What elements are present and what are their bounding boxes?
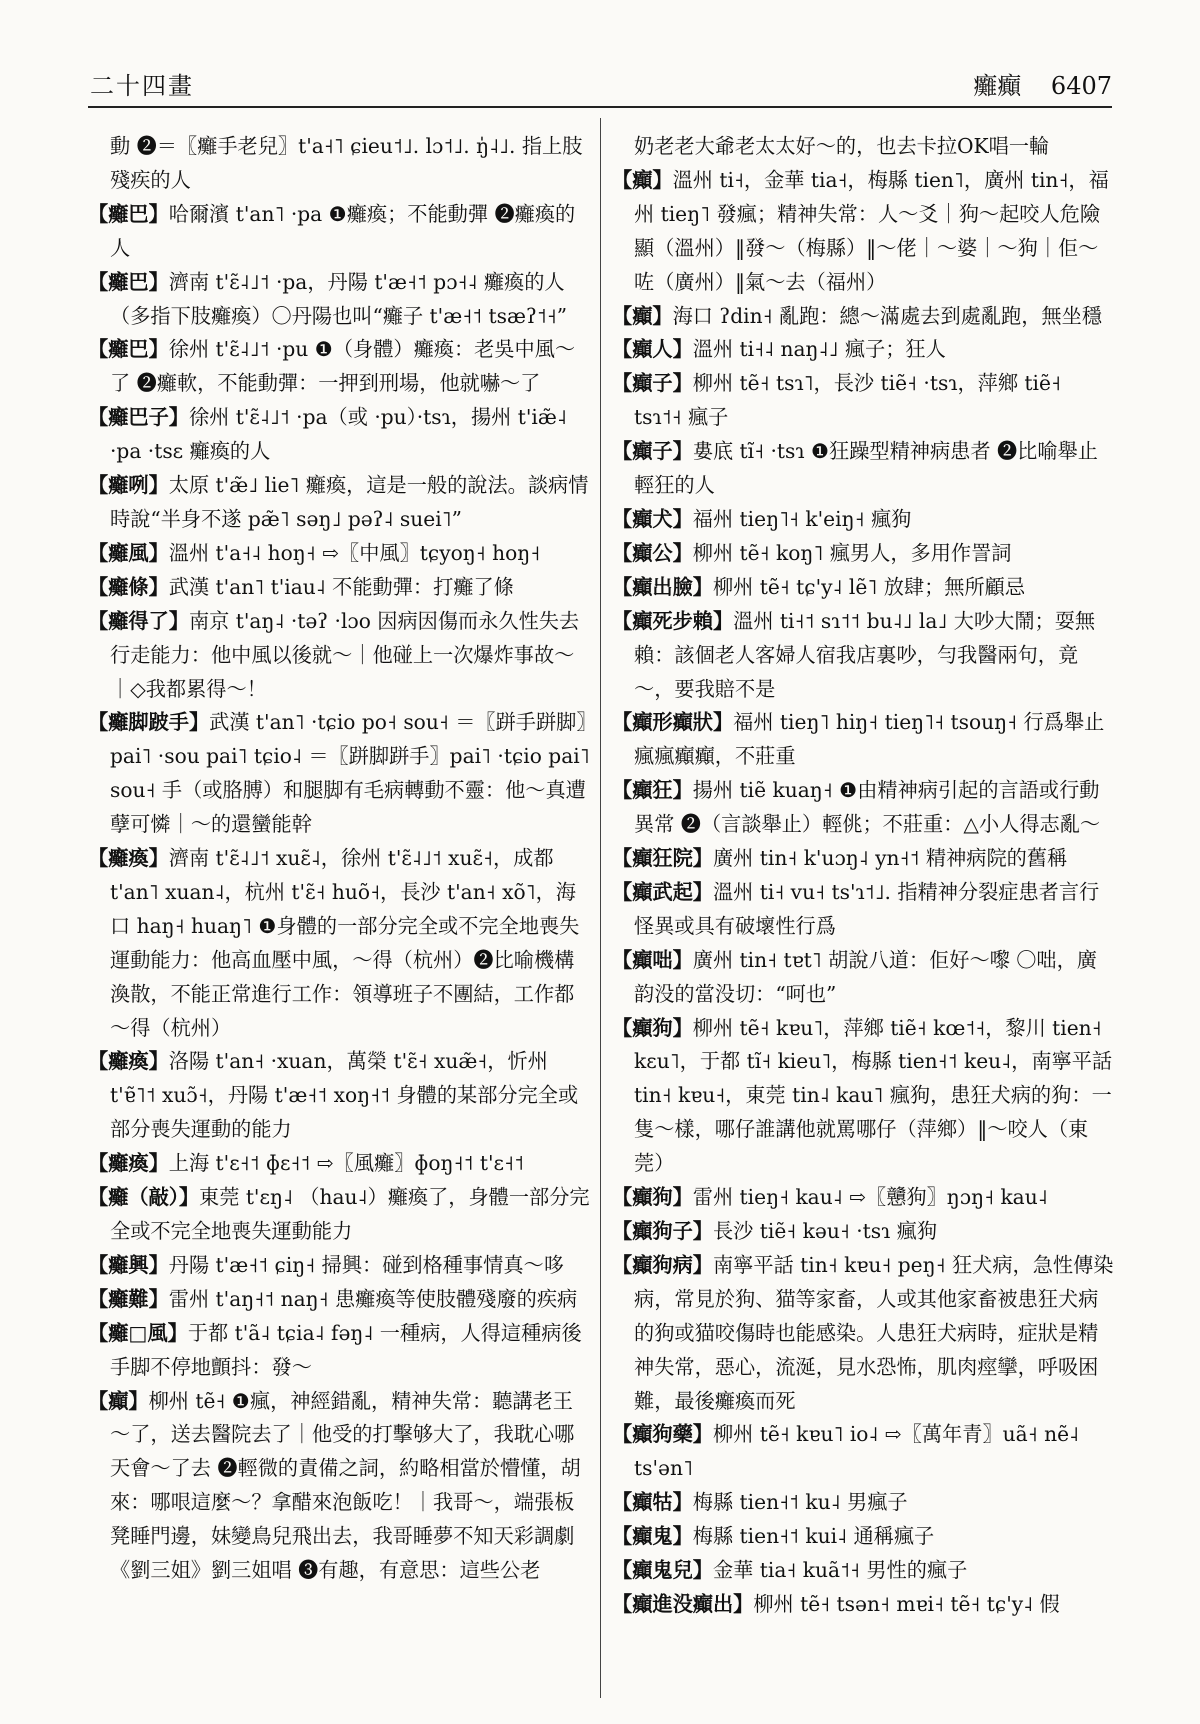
entry-headword: 【癱脚跛手】 [88,710,210,735]
entry-headword: 【癲】 [88,1388,149,1413]
entry-headword: 【癲公】 [612,540,693,565]
entry-headword: 【癲狗】 [612,1015,693,1040]
entry-headword: 【癱（敲）】 [88,1185,200,1210]
entry-headword: 【癱難】 [88,1286,169,1311]
entry-headword: 【癱瘓】 [88,1151,169,1176]
dictionary-entry: 【癲狂院】廣州 tin˧ k'uɔŋ˨ yn˧˦ 精神病院的舊稱 [612,846,1068,871]
entry-headword: 【癱巴】 [88,269,169,294]
entry-headword: 【癲犬】 [612,506,693,531]
entry-headword: 【癲狗】 [612,1185,693,1210]
dictionary-entry: 【癲武起】溫州 ti˧ vu˧ ts'ɿ˦˩. 指精神分裂症患者言行怪異或具有破壞性行爲 [612,879,1100,938]
entry-headword: 【癱興】 [88,1252,169,1277]
dictionary-entry: 【癲出臉】柳州 tẽ˧ tɕ'y˨ lẽ˥ 放肆；無所顧忌 [612,574,1026,599]
dictionary-entry: 【癱□風】于都 t'ã˨ tɕia˨ fəŋ˨ 一種病，人得這種病後手脚不停地顫抖：發～ [88,1320,582,1379]
page-header [88,66,1112,108]
entry-headword: 【癲狂】 [612,778,693,803]
dictionary-entry: 【癲子】柳州 tẽ˧ tsɿ˥，長沙 tiẽ˧ ·tsɿ，萍鄉 tiẽ˧ tsɿ˦˧ 瘋子 [612,371,1061,430]
dictionary-entry: 【癲】海口 ʔdin˧ 亂跑：總～滿處去到處亂跑，無坐穩 [612,303,1102,328]
dictionary-entry: 【癲狗子】長沙 tiẽ˧ kəu˧ ·tsɿ 瘋狗 [612,1219,938,1243]
dictionary-entry: 【癲人】溫州 ti˧˨ naŋ˨˩ 瘋子；狂人 [612,337,946,362]
dictionary-entry: 【癲進没癲出】柳州 tẽ˧ tsən˧ mɐi˧ tẽ˧ tɕ'y˨ 假 [612,1591,1060,1616]
entry-headword: 【癲進没癲出】 [612,1591,754,1616]
entry-headword: 【癱咧】 [88,473,169,498]
dictionary-entry: 【癱（敲）】東莞 t'ɛŋ˨ （hau˨）癱瘓了，身體一部分完全或不完全地喪失運動能力 [88,1185,590,1243]
dictionary-entry: 【癲狂】揚州 tiẽ kuaŋ˧ ❶由精神病引起的言語或行動異常 ❷（言談舉止）輕佻；不莊重：△小人得志亂～ [612,778,1101,837]
entry-headword: 【癱巴子】 [88,405,189,430]
dictionary-entry: 【癲鬼兒】金華 tia˧ kuã˦˧ 男性的瘋子 [612,1558,968,1583]
dictionary-entry: 【癱咧】太原 t'æ̃˩ lie˥ 癱瘓，這是一般的說法。談病情時說“半身不遂 pæ̃˥ səŋ˩ pəʔ˨ suei˥” [88,473,589,531]
dictionary-entry: 【癲狗】柳州 tẽ˧ kɐu˥，萍鄉 tiẽ˧ kœ˦˧，黎川 tien˧ kɛu˥，于都 tĩ˧ kieu˥，梅縣 tien˧˦ keu˨，南寧平話 tin˧ kɐu˧，東莞 tin˨ kau˥ 瘋狗，患狂犬病的狗：一隻～樣，哪仔誰講他就罵哪仔（萍鄉）‖～咬人（東莞） [612,1015,1113,1176]
dictionary-entry: 【癱興】丹陽 t'æ˧˦ ɕiŋ˧ 掃興：碰到格種事情真～哆 [88,1252,564,1277]
dictionary-entry: 【癱巴子】徐州 t'ɛ̃˨˩˦ ·pa（或 ·pu）·tsɿ，揚州 t'iæ̃˨ ·pa ·tsɛ 癱瘓的人 [88,405,567,464]
dictionary-entry: 【癲牯】梅縣 tien˧˦ ku˨ 男瘋子 [612,1490,908,1515]
dictionary-entry: 【癲死步賴】溫州 ti˧˦ sɿ˦˦ bu˨˩ la˩ 大吵大鬧；耍無賴：該個老人客婦人宿我店裏吵，勻我醫兩句，竟～，要我賠不是 [612,608,1096,701]
entry-headword: 【癲咄】 [612,947,693,972]
dictionary-entry: 【癱難】雷州 t'aŋ˧˦ naŋ˧ 患癱瘓等使肢體殘廢的疾病 [88,1286,578,1311]
dictionary-entry: 【癱瘓】濟南 t'ɛ̃˨˩˦ xuɛ̃˨，徐州 t'ɛ̃˨˩˦ xuɛ̃˧，成都 t'an˥ xuan˨，杭州 t'ɛ̃˧ huõ˧，長沙 t'an˧ xõ˥，海口 haŋ˧ huaŋ˥ ❶身體的一部分完全或不完全地喪失運動能力：他高血壓中風，～得（杭州）❷比喻機構渙散，不能正常進行工作：領導班子不團結，工作都～得（杭州） [88,846,580,1040]
dictionary-entry: 【癲鬼】梅縣 tien˧˦ kui˨ 通稱瘋子 [612,1524,935,1549]
entry-headword: 【癲】 [612,167,673,192]
entry-headword: 【癲狗病】 [612,1252,713,1277]
entry-headword: 【癲出臉】 [612,574,713,599]
dictionary-entry: 【癲子】婁底 tĩ˧ ·tsɿ ❶狂躁型精神病患者 ❷比喻舉止輕狂的人 [612,439,1098,498]
entry-headword: 【癲子】 [612,371,693,396]
dictionary-entry: 【癱脚跛手】武漢 t'an˥ ·tɕio po˧ sou˧ ＝〖跰手跰脚〗pai˥ ·sou pai˥ tɕio˨ ＝〖跰脚跰手〗pai˥ ·tɕio pai˥ sou˧ 手（或胳膊）和腿脚有毛病轉動不靈：他～真遭孽可憐｜～的還蠻能幹 [88,710,590,837]
dictionary-entry: 【癱巴】哈爾濱 t'an˥ ·pa ❶癱瘓；不能動彈 ❷癱瘓的人 [88,201,576,260]
entry-headword: 【癱□風】 [88,1320,188,1345]
entry-headword: 【癲子】 [612,439,693,464]
dictionary-entry: 【癲】柳州 tẽ˧ ❶瘋，神經錯亂，精神失常：聽講老王～了，送去醫院去了｜他受的打擊够大了，我耽心哪天會～了去 ❷輕微的責備之詞，約略相當於懵懂，胡來：哪哏這麼～？拿醋來泡飯吃！｜我哥～，端張板凳睡門邊，妹變鳥兒飛出去，我哥睡夢不知天彩調劇《劉三姐》劉三姐唱 ❸有趣，有意思：這些公老 [88,1388,581,1583]
entry-headword: 【癲死步賴】 [612,608,734,633]
entry-headword: 【癲狗子】 [612,1219,713,1243]
dictionary-entry: 【癲狗藥】柳州 tẽ˧ kɐu˥ io˨ ⇨〖萬年青〗uã˧ nẽ˨ ts'ən˥ [612,1422,1079,1481]
entry-headword: 【癲人】 [612,337,693,362]
dictionary-entry: 【癲】溫州 ti˧，金華 tia˧，梅縣 tien˥，廣州 tin˧，福州 tieŋ˥ 發瘋；精神失常：人～爻｜狗～起咬人危險顯（溫州）‖發～（梅縣）‖～佬｜～婆｜～狗｜佢～咗（廣州）‖氣～去（福州） [612,167,1109,294]
right-column [612,130,1114,1690]
dictionary-entry: 【癱瘓】上海 t'ɛ˧˦ ɸɛ˧˦ ⇨〖風癱〗ɸoŋ˧˦ t'ɛ˧˦ [88,1151,524,1176]
entry-headword: 【癲牯】 [612,1490,693,1515]
column-divider [600,118,601,1698]
page-number: 6407 [1050,72,1112,100]
stroke-count-label: 二十四畫 [90,72,194,100]
dictionary-entry: 【癱得了】南京 t'aŋ˨ ·təʔ ·lɔo 因病因傷而永久性失去行走能力：他中風以後就～｜他碰上一次爆炸事故～｜◇我都累得～！ [88,608,580,701]
dictionary-entry: 【癱條】武漢 t'an˥ t'iau˨ 不能動彈：打癱了條 [88,574,514,599]
entry-headword: 【癱瘓】 [88,1049,169,1074]
entry-headword: 【癱風】 [88,540,169,565]
dictionary-entry: 動 ❷＝〖癱手老兒〗t'a˧˥ ɕieu˦˩. lɔ˦˩. ŋ̍˨˩. 指上肢殘疾的人 [110,134,583,192]
dictionary-entry: 【癱巴】徐州 t'ɛ̃˨˩˦ ·pu ❶（身體）癱瘓：老吳中風～了 ❷癱軟，不能動彈：一押到刑場，他就嚇～了 [88,337,576,396]
dictionary-entry: 【癱巴】濟南 t'ɛ̃˨˩˦ ·pa，丹陽 t'æ˧˦ pɔ˧˨ 癱瘓的人（多指下肢癱瘓）〇丹陽也叫“癱子 t'æ˧˦ tsæʔ˦˧” [88,269,568,328]
dictionary-entry: 【癱風】溫州 t'a˧˨ hoŋ˧ ⇨〖中風〗tɕyoŋ˧ hoŋ˧ [88,540,541,565]
headwords-label: 癱癲 [973,72,1022,100]
dictionary-entry: 【癲公】柳州 tẽ˧ koŋ˥ 瘋男人，多用作詈詞 [612,540,1012,565]
dictionary-entry: 【癱瘓】洛陽 t'an˧ ·xuan，萬榮 t'ɛ̃˧ xuæ̃˧，忻州 t'ɐ̃˥˦ xuɔ̃˧，丹陽 t'æ˧˦ xoŋ˧˦ 身體的某部分完全或部分喪失運動的能力 [88,1049,579,1142]
entry-headword: 【癲武起】 [612,879,713,904]
entry-headword: 【癱巴】 [88,337,169,362]
dictionary-entry: 【癲犬】福州 tieŋ˥˧ k'eiŋ˧ 瘋狗 [612,506,912,531]
entry-headword: 【癲鬼兒】 [612,1558,713,1583]
entry-headword: 【癲狂院】 [612,846,713,871]
dictionary-entry: 【癲狗】雷州 tieŋ˧ kau˨ ⇨〖戇狗〗ŋɔŋ˧ kau˨ [612,1185,1048,1210]
left-column [88,130,590,1690]
running-head [951,66,1112,101]
dictionary-entry: 【癲狗病】南寧平話 tin˧ kɐu˧ peŋ˧ 狂犬病，急性傳染病，常見於狗、猫等家畜，人或其他家畜被患狂犬病的狗或猫咬傷時也能感染。人患狂犬病時，症狀是精神失常，惡心，流涎，見水恐怖，肌肉痙攣，呼吸困難，最後癱瘓而死 [612,1252,1114,1413]
dictionary-entry: 【癲形癲狀】福州 tieŋ˥ hiŋ˧ tieŋ˥˧ tsouŋ˧ 行爲舉止瘋瘋癲癲，不莊重 [612,710,1105,769]
entry-headword: 【癲】 [612,303,673,328]
dictionary-entry: 【癲咄】廣州 tin˧ tɐt˥ 胡說八道：佢好～嚟 〇咄，廣韵没的當没切：“呵也” [612,947,1097,1006]
entry-headword: 【癱巴】 [88,201,169,226]
dictionary-entry: 奶老老大爺老太太好～的，也去卡拉OK唱一輪 [634,134,1050,158]
entry-headword: 【癲鬼】 [612,1524,693,1549]
entry-headword: 【癱條】 [88,574,169,599]
entry-headword: 【癱瘓】 [88,846,169,871]
entry-headword: 【癱得了】 [88,608,189,633]
entry-headword: 【癲狗藥】 [612,1422,713,1447]
entry-headword: 【癲形癲狀】 [612,710,734,735]
